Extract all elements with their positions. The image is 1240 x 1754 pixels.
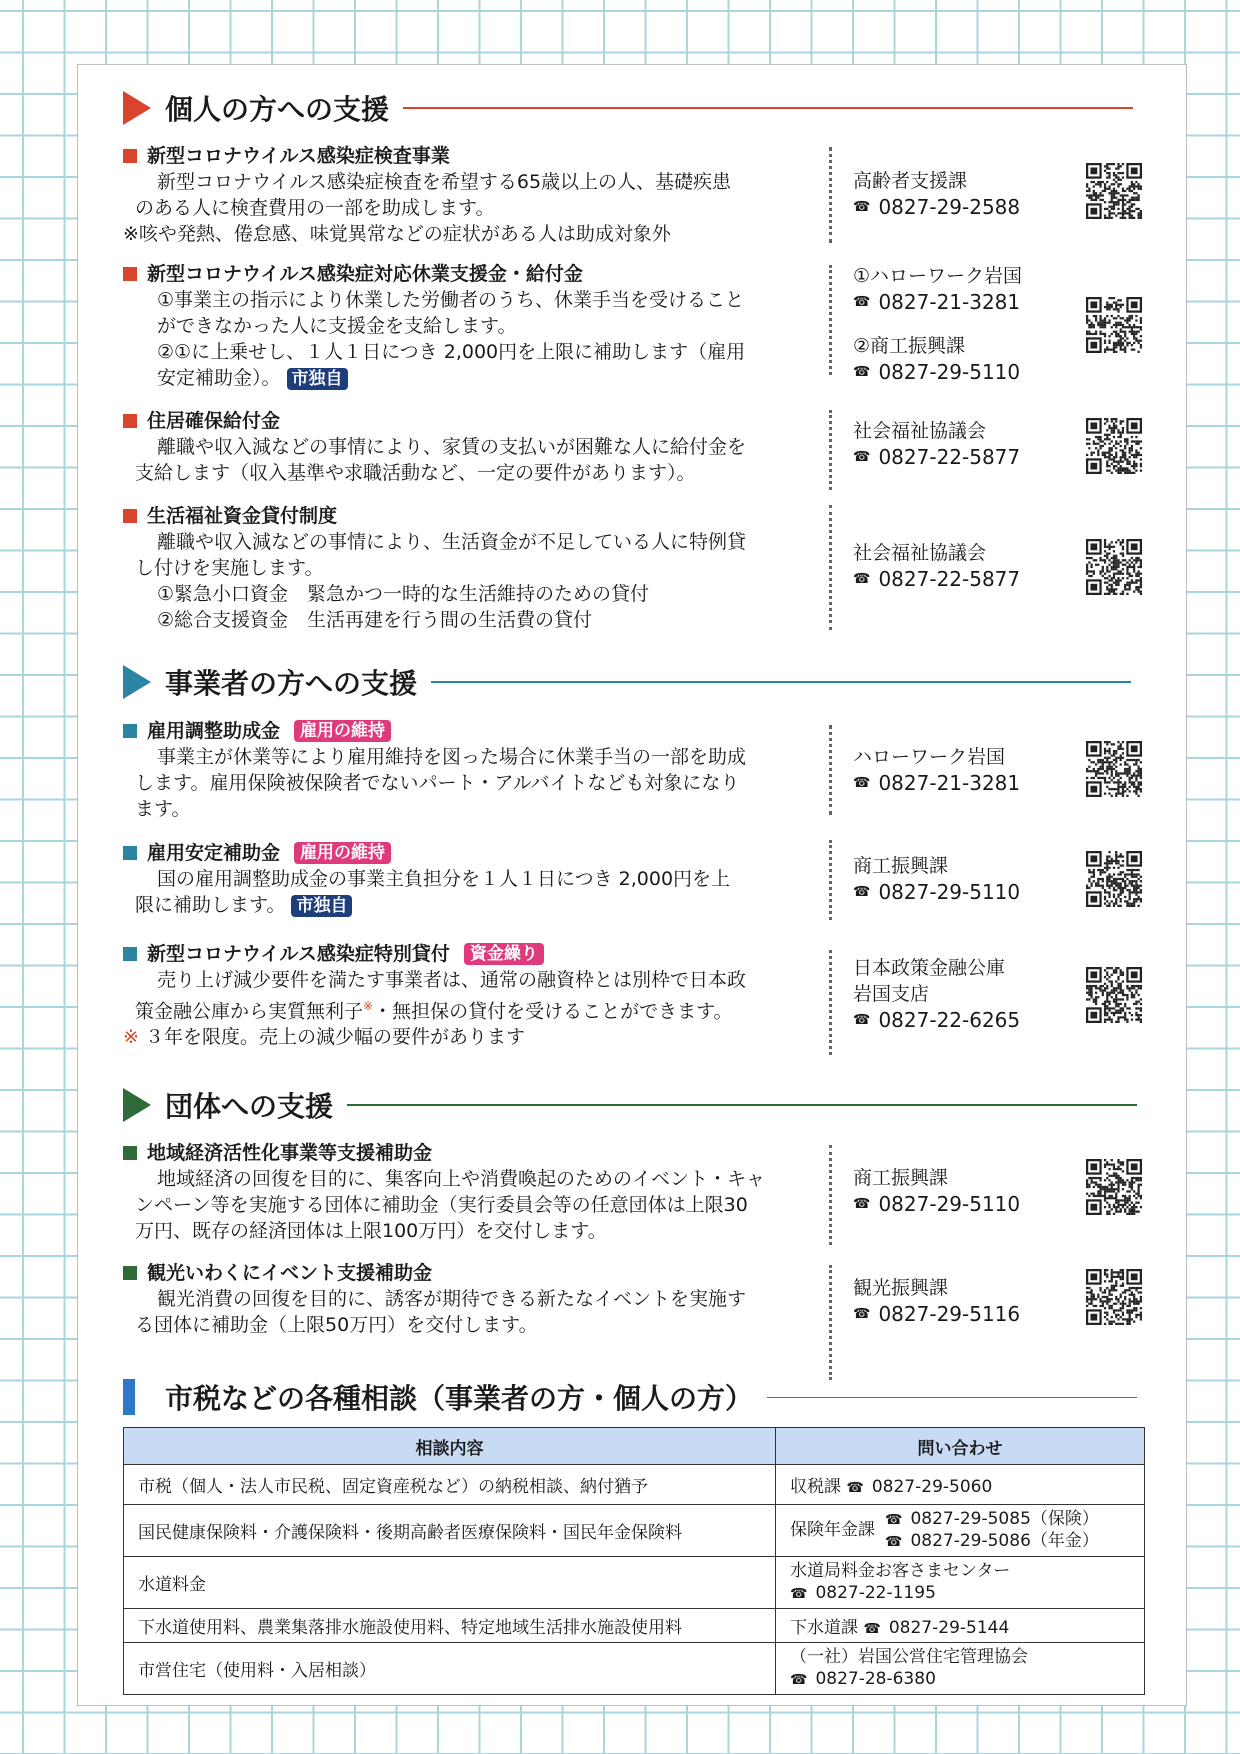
square-marker-icon (123, 846, 137, 860)
square-marker-icon (123, 947, 137, 961)
contact-phone (853, 1301, 1073, 1327)
square-marker-icon (123, 414, 137, 428)
body-line: ①緊急小口資金 緊急かつ一時的な生活維持のための貸付 (157, 583, 650, 605)
square-marker-icon (123, 267, 137, 281)
qr-code-icon[interactable] (1086, 1159, 1142, 1215)
consultation-table (123, 1427, 1145, 1695)
body-line: 観光消費の回復を目的に、誘客が期待できる新たなイベントを実施す (157, 1288, 747, 1310)
qr-code-icon[interactable] (1086, 418, 1142, 474)
contact-name: ②商工振興課 (853, 335, 966, 357)
square-marker-icon (123, 724, 137, 738)
support-item (123, 261, 793, 391)
topic-cell: 国民健康保険料・介護保険料・後期高齢者医療保険料・国民年金保険料 (124, 1505, 776, 1557)
contact-block (853, 540, 1073, 592)
telephone-icon: ☎ (853, 1306, 871, 1322)
telephone-icon: ☎ (853, 294, 871, 310)
telephone-icon: ☎ (853, 884, 871, 900)
phone-number: 0827-29-5085（保険） (910, 1508, 1099, 1529)
telephone-icon: ☎ (846, 1480, 864, 1496)
item-heading (123, 718, 793, 744)
support-item (123, 408, 793, 486)
item-heading (123, 143, 793, 169)
contact-name: 商工振興課 (853, 1167, 949, 1189)
phone-number: 0827-29-5144 (888, 1618, 1010, 1638)
body-line: ②①に上乗せし、１人１日につき 2,000円を上限に補助します（雇用 (157, 341, 746, 363)
body-text: 限に補助します。 (135, 894, 286, 916)
item-title: 新型コロナウイルス感染症検査事業 (147, 145, 450, 167)
item-title: 新型コロナウイルス感染症特別貸付 (147, 943, 450, 965)
topic-cell: 下水道使用料、農業集落排水施設使用料、特定地域生活排水施設使用料 (124, 1609, 776, 1643)
section-rule (403, 107, 1133, 109)
contact-name: ①ハローワーク岩国 (853, 265, 1023, 287)
contact-cell (776, 1505, 1145, 1557)
contact-phone (853, 879, 1073, 905)
table-row (124, 1609, 1145, 1643)
contact-name: 日本政策金融公庫 (853, 957, 1006, 979)
body-line: 事業主が休業等により雇用維持を図った場合に休業手当の一部を助成 (157, 746, 747, 768)
telephone-icon: ☎ (885, 1511, 903, 1528)
contact-block (853, 418, 1073, 470)
telephone-icon: ☎ (853, 364, 871, 380)
phone-number: 0827-29-5110 (878, 1192, 1021, 1216)
telephone-icon: ☎ (853, 449, 871, 465)
contact-phone (853, 1191, 1073, 1217)
phone-number: 0827-29-5060 (871, 1477, 993, 1497)
section-rule (347, 1104, 1137, 1106)
note-text: ３年を限度。売上の減少幅の要件があります (144, 1026, 525, 1049)
item-title: 雇用安定補助金 (147, 842, 281, 864)
topic-cell: 市税（個人・法人市民税、固定資産税など）の納税相談、納付猶予 (124, 1465, 776, 1505)
contact-block (853, 1275, 1073, 1327)
body-line: ンペーン等を実施する団体に補助金（実行委員会等の任意団体は上限30 (135, 1194, 748, 1216)
item-heading (123, 408, 793, 434)
section-title: 事業者の方への支援 (165, 667, 418, 700)
qr-code-icon[interactable] (1086, 851, 1142, 907)
topic-cell: 水道料金 (124, 1557, 776, 1609)
phone-number: 0827-29-2588 (878, 195, 1021, 219)
telephone-icon: ☎ (790, 1672, 808, 1688)
body-line: し付けを実施します。 (135, 557, 324, 579)
telephone-icon: ☎ (853, 1012, 871, 1028)
item-heading (123, 503, 793, 529)
body-line: 売り上げ減少要件を満たす事業者は、通常の融資枠とは別枠で日本政 (157, 969, 747, 991)
square-marker-icon (123, 509, 137, 523)
item-note (123, 1024, 793, 1050)
item-heading (123, 941, 793, 967)
city-original-badge: 市独自 (287, 368, 348, 390)
section-header-individual (123, 88, 1133, 128)
phone-number: 0827-29-5110 (878, 880, 1021, 904)
section-header-group (123, 1085, 1137, 1125)
triangle-marker-icon (123, 665, 151, 699)
telephone-icon: ☎ (853, 199, 871, 215)
contact-phone (853, 566, 1073, 592)
footnote-mark: ※ (123, 1026, 139, 1049)
dept-name: 水道局料金お客さまセンター (790, 1561, 1011, 1581)
item-body (123, 967, 793, 1024)
contact-phone (853, 359, 1073, 385)
item-heading (123, 1140, 793, 1166)
contact-phone (853, 444, 1073, 470)
section-rule (767, 1397, 1137, 1398)
body-line: 離職や収入減などの事情により、家賃の支払いが困難な人に給付金を (157, 436, 747, 458)
item-title: 新型コロナウイルス感染症対応休業支援金・給付金 (147, 263, 583, 285)
section-header-consult (123, 1377, 1137, 1417)
item-body (123, 866, 793, 918)
item-body (123, 744, 793, 822)
qr-code-icon[interactable] (1086, 741, 1142, 797)
dotted-divider (829, 505, 832, 630)
dotted-divider (829, 1265, 832, 1380)
telephone-icon: ☎ (790, 1586, 808, 1602)
telephone-icon: ☎ (853, 775, 871, 791)
dotted-divider (829, 950, 832, 1055)
contact-name: ハローワーク岩国 (853, 746, 1006, 768)
dotted-divider (829, 1145, 832, 1245)
contact-name: 社会福祉協議会 (853, 420, 987, 442)
body-line: 地域経済の回復を目的に、集客向上や消費喚起のためのイベント・キャ (157, 1168, 766, 1190)
contact-block (853, 853, 1073, 905)
phone-number: 0827-28-6380 (815, 1669, 936, 1689)
qr-code-icon[interactable] (1086, 967, 1142, 1023)
item-body (123, 287, 793, 391)
body-line: ができなかった人に支援金を支給します。 (157, 315, 517, 337)
body-text: ・無担保の貸付を受けることができます。 (373, 1000, 733, 1023)
dotted-divider (829, 265, 832, 375)
body-line: 支給します（収入基準や求職活動など、一定の要件があります）。 (135, 462, 696, 484)
section-title: 団体への支援 (165, 1090, 334, 1123)
body-line: のある人に検査費用の一部を助成します。 (135, 197, 495, 219)
item-body (123, 169, 793, 221)
body-line: 新型コロナウイルス感染症検査を希望する65歳以上の人、基礎疾患 (157, 171, 732, 193)
dept-name: 収税課 (790, 1477, 841, 1497)
support-item (123, 840, 793, 918)
body-line (135, 365, 793, 391)
section-title: 個人の方への支援 (165, 93, 390, 126)
square-marker-icon (123, 149, 137, 163)
item-heading (123, 261, 793, 287)
body-text: 安定補助金）。 (157, 367, 281, 389)
square-marker-icon (123, 1266, 137, 1280)
contact-phone (853, 289, 1073, 315)
phone-number: 0827-21-3281 (878, 771, 1021, 795)
telephone-icon: ☎ (853, 571, 871, 587)
contact-cell (776, 1557, 1145, 1609)
item-title: 観光いわくにイベント支援補助金 (147, 1262, 433, 1284)
bar-marker-icon (123, 1379, 135, 1415)
contact-cell (776, 1465, 1145, 1505)
header-contact: 問い合わせ (776, 1428, 1145, 1465)
contact-block (853, 1165, 1073, 1217)
item-body (123, 1166, 793, 1244)
body-line (135, 993, 793, 1024)
square-marker-icon (123, 1146, 137, 1160)
phone-number: 0827-22-1195 (815, 1583, 936, 1603)
dotted-divider (829, 410, 832, 490)
qr-code-icon[interactable] (1086, 163, 1142, 219)
phone-number: 0827-22-6265 (878, 1008, 1021, 1032)
body-line (135, 892, 793, 918)
section-header-business (123, 662, 1131, 702)
body-line: ②総合支援資金 生活再建を行う間の生活費の貸付 (157, 609, 593, 631)
item-heading (123, 1260, 793, 1286)
contact-name: 岩国支店 (853, 983, 930, 1005)
contact-cell (776, 1643, 1145, 1695)
body-line: 離職や収入減などの事情により、生活資金が不足している人に特例貸 (157, 531, 747, 553)
contact-phone (853, 1007, 1073, 1033)
body-line: ます。 (135, 798, 191, 820)
phone-number: 0827-21-3281 (878, 290, 1021, 314)
category-tag: 資金繰り (464, 943, 544, 965)
item-title: 住居確保給付金 (147, 410, 281, 432)
phone-number: 0827-29-5086（年金） (910, 1530, 1099, 1551)
support-item (123, 718, 793, 822)
table-row (124, 1557, 1145, 1609)
table-row (124, 1465, 1145, 1505)
item-heading (123, 840, 793, 866)
document-panel (77, 64, 1187, 1706)
contact-phone (853, 770, 1073, 796)
contact-block (853, 263, 1073, 385)
phone-number: 0827-29-5110 (878, 360, 1021, 384)
phone-number: 0827-29-5116 (878, 1302, 1021, 1326)
contact-name: 社会福祉協議会 (853, 542, 987, 564)
contact-block (853, 744, 1073, 796)
category-tag: 雇用の維持 (294, 842, 391, 864)
contact-name: 高齢者支援課 (853, 170, 968, 192)
item-body (123, 434, 793, 486)
body-line: ①事業主の指示により休業した労働者のうち、休業手当を受けること (157, 289, 745, 311)
contact-cell (776, 1609, 1145, 1643)
phone-number: 0827-22-5877 (878, 445, 1021, 469)
dept-name: 保険年金課 (790, 1520, 875, 1540)
support-item (123, 1140, 793, 1244)
table-row (124, 1643, 1145, 1695)
item-title: 地域経済活性化事業等支援補助金 (147, 1142, 433, 1164)
item-body (123, 529, 793, 633)
table-row (124, 1505, 1145, 1557)
contact-phone (853, 194, 1073, 220)
dept-name: 下水道課 (790, 1618, 858, 1638)
dept-name: （一社）岩国公営住宅管理協会 (790, 1647, 1028, 1667)
body-line: します。雇用保険被保険者でないパート・アルバイトなども対象になり (135, 772, 740, 794)
contact-block (853, 168, 1073, 220)
support-item (123, 503, 793, 633)
telephone-icon: ☎ (863, 1621, 881, 1637)
city-original-badge: 市独自 (291, 895, 352, 917)
triangle-marker-icon (123, 1088, 151, 1122)
section-title: 市税などの各種相談（事業者の方・個人の方） (165, 1382, 754, 1415)
item-note: ※咳や発熱、倦怠感、味覚異常などの症状がある人は助成対象外 (123, 223, 671, 245)
dotted-divider (829, 840, 832, 920)
triangle-marker-icon (123, 91, 151, 125)
contact-name: 商工振興課 (853, 855, 949, 877)
telephone-icon: ☎ (853, 1196, 871, 1212)
support-item (123, 143, 793, 247)
body-line: る団体に補助金（上限50万円）を交付します。 (135, 1314, 538, 1336)
item-title: 生活福祉資金貸付制度 (147, 505, 338, 527)
item-body (123, 1286, 793, 1338)
header-topic: 相談内容 (124, 1428, 776, 1465)
category-tag: 雇用の維持 (294, 720, 391, 742)
qr-code-icon[interactable] (1086, 1269, 1142, 1325)
body-line: 国の雇用調整助成金の事業主負担分を１人１日につき 2,000円を上 (157, 868, 731, 890)
contact-block (853, 955, 1073, 1033)
item-title: 雇用調整助成金 (147, 720, 281, 742)
qr-code-icon[interactable] (1086, 297, 1142, 353)
phone-number: 0827-22-5877 (878, 567, 1021, 591)
dotted-divider (829, 725, 832, 815)
dotted-divider (829, 147, 832, 243)
footnote-mark: ※ (363, 999, 374, 1013)
body-line: 万円、既存の経済団体は上限100万円）を交付します。 (135, 1220, 607, 1242)
qr-code-icon[interactable] (1086, 539, 1142, 595)
topic-cell: 市営住宅（使用料・入居相談） (124, 1643, 776, 1695)
support-item (123, 1260, 793, 1338)
contact-name: 観光振興課 (853, 1277, 949, 1299)
telephone-icon: ☎ (885, 1533, 903, 1550)
support-item (123, 941, 793, 1050)
section-rule (431, 681, 1131, 683)
body-text: 策金融公庫から実質無利子 (135, 1000, 364, 1023)
